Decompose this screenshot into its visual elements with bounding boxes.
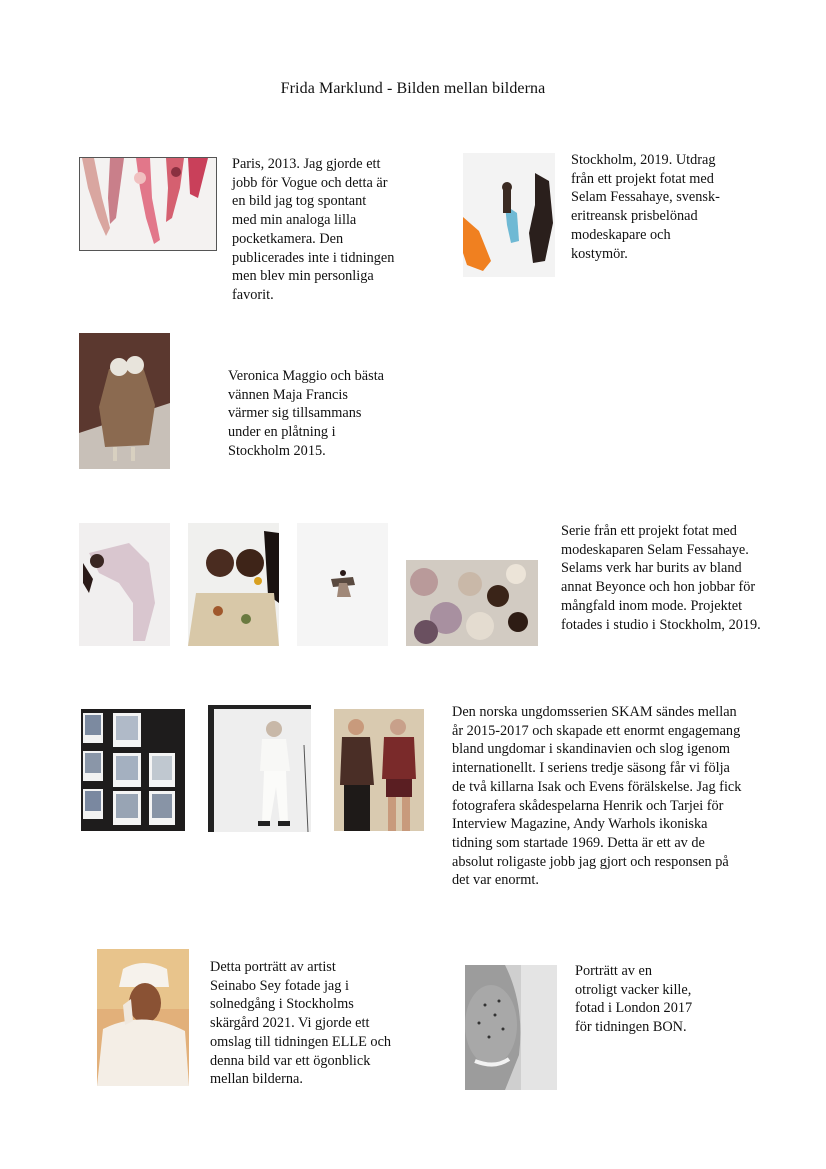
- stockholm-fashion-photo: [463, 153, 555, 277]
- caption-london: Porträtt av en otroligt vacker kille, fotad i London 2017 för tidningen BON.: [575, 963, 693, 1036]
- seinabo-portrait-photo: [97, 949, 189, 1086]
- caption-serie: Serie från ett projekt fotat med modeskaparen Selam Fessahaye. Selams verk har burits av bland annat Beyonce och hon jobbar för mångfald inom mode. Projektet fotades i studio i Stockholm, 2019.: [561, 523, 761, 633]
- london-portrait-photo: [465, 965, 557, 1090]
- caption-stockholm-2019: Stockholm, 2019. Utdrag från ett projekt fotat med Selam Fessahaye, svensk- eritreansk prisbelönad modeskapare och kostymör.: [571, 152, 720, 262]
- caption-maggio: Veronica Maggio och bästa vännen Maja Francis värmer sig tillsammans under en plåtning i Stockholm 2015.: [228, 368, 385, 459]
- caption-paris: Paris, 2013. Jag gjorde ett jobb för Vogue och detta är en bild jag tog spontant med min analoga lilla pocketkamera. Den publicerades inte i tidningen men blev min personliga favorit.: [232, 156, 395, 303]
- caption-seinabo: Detta porträtt av artist Seinabo Sey fotade jag i solnedgång i Stockholms skärgård 2021. Vi gjorde ett omslag till tidningen ELLE och denna bild var ett ögonblick mellan bilderna.: [210, 959, 392, 1088]
- skam-studio-photo: [208, 705, 311, 832]
- paris-shoes-photo: [79, 157, 217, 251]
- serie-photo-1: [79, 523, 170, 646]
- page-title: Frida Marklund - Bilden mellan bilderna: [280, 80, 546, 97]
- skam-actors-photo: [334, 709, 424, 831]
- serie-photo-4: [406, 560, 538, 646]
- serie-photo-2: [188, 523, 279, 646]
- skam-polaroids-photo: [81, 709, 185, 831]
- caption-skam: Den norska ungdomsserien SKAM sändes mellan år 2015-2017 och skapade ett enormt engagemang bland ungdomar i skandinavien och slog igenom internationellt. I seriens tredje säsong får vi följa de två killarna Isak och Evens förälskelse. Jag fick fotografera skådespelarna Henrik och Tarjei för Interview Magazine, Andy Warhols ikoniska tidning som startade 1969. Detta är ett av de absolut roligaste jobb jag gjort och responsen på det var enormt.: [452, 704, 742, 889]
- maggio-francis-photo: [79, 333, 170, 469]
- serie-photo-3: [297, 523, 388, 646]
